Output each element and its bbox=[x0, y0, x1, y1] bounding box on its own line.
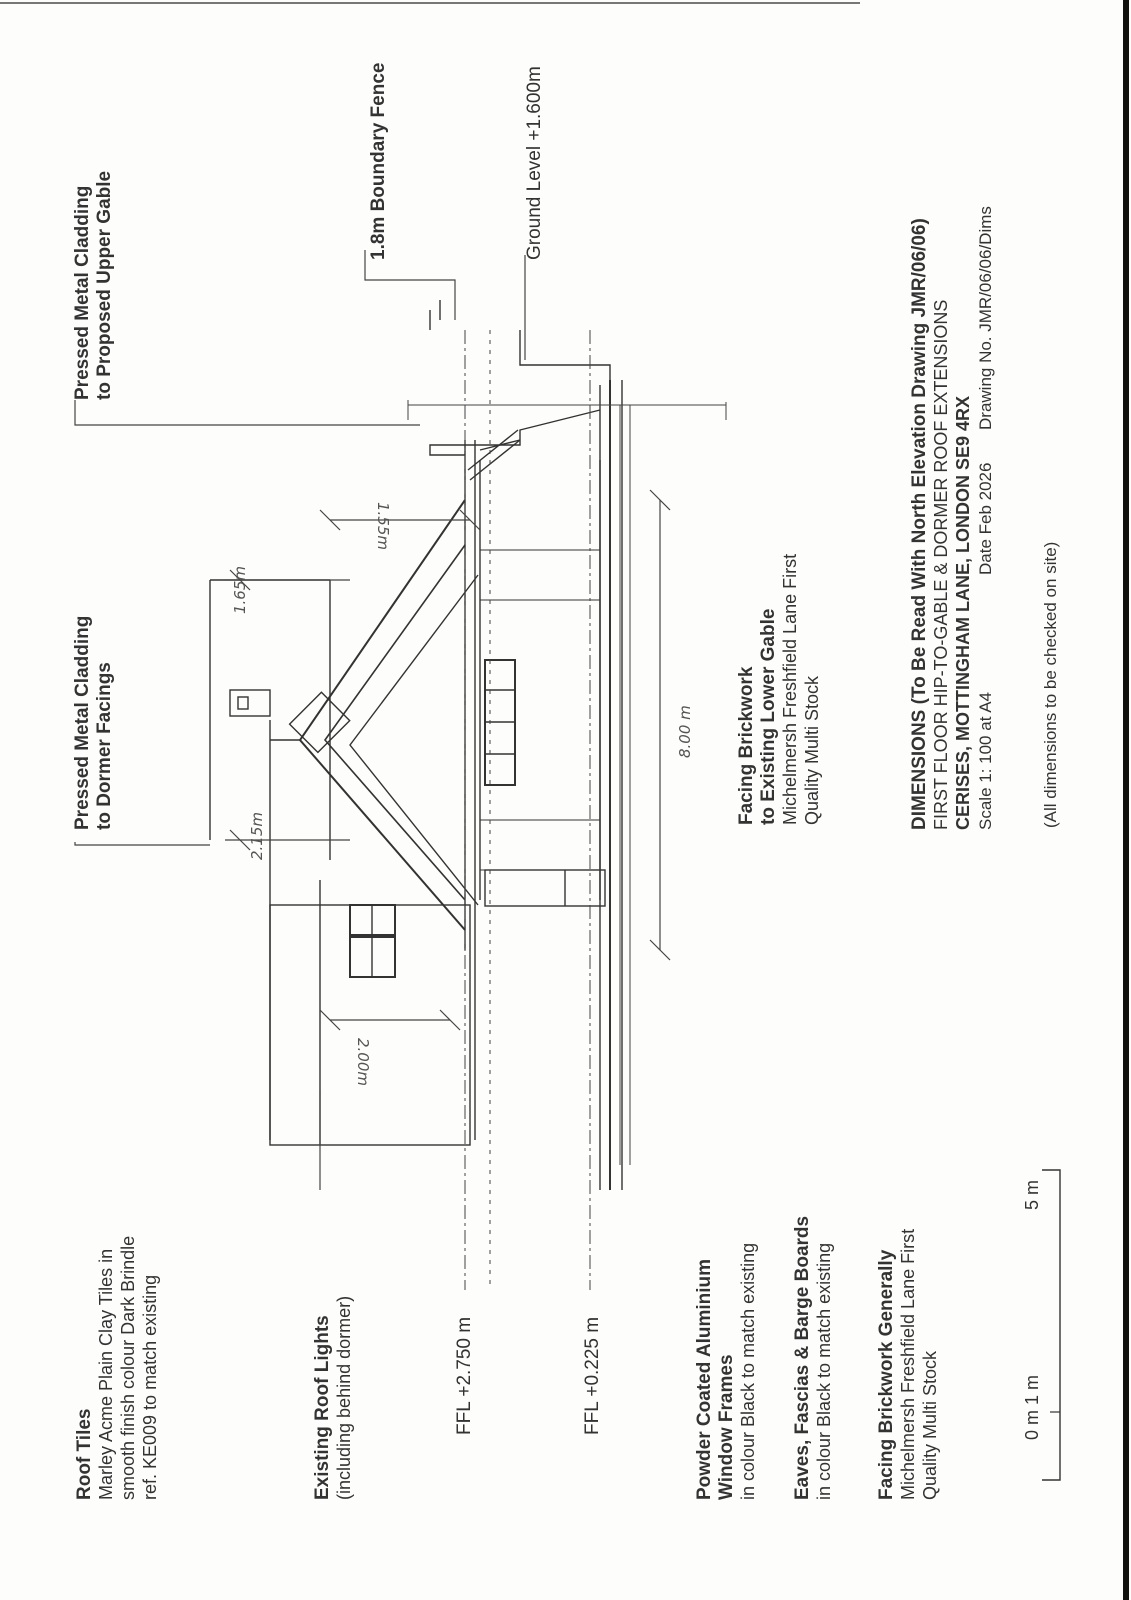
eaves-line: in colour Black to match existing bbox=[814, 1242, 834, 1500]
title-scale: Scale 1: 100 at A4 bbox=[976, 692, 995, 830]
scale-bar-0m: 0 m 1 m bbox=[1022, 1374, 1042, 1440]
roof-lights-heading: Existing Roof Lights bbox=[312, 1315, 333, 1500]
title-project: FIRST FLOOR HIP-TO-GABLE & DORMER ROOF EXTENSIONS bbox=[931, 299, 951, 830]
facing-brick-general-heading: Facing Brickwork Generally bbox=[876, 1249, 897, 1500]
window-frames-note bbox=[694, 1243, 758, 1500]
roof-tiles-note bbox=[74, 1236, 160, 1500]
dormer-cladding-note bbox=[72, 616, 115, 830]
window-frames-heading-1: Powder Coated Aluminium bbox=[694, 1258, 715, 1500]
dimension-1-55: 1.55m bbox=[374, 502, 392, 551]
title-address: CERISES, MOTTINGHAM LANE, LONDON SE9 4RX bbox=[953, 395, 973, 830]
ground-level-label: Ground Level +1.600m bbox=[524, 66, 545, 260]
building-elevation bbox=[210, 300, 622, 1190]
title-dimensions: DIMENSIONS (To Be Read With North Elevation Drawing JMR/06/06) bbox=[909, 218, 930, 830]
window-frames-heading-2: Window Frames bbox=[716, 1354, 737, 1500]
upper-gable-cladding-line-2: to Proposed Upper Gable bbox=[94, 170, 115, 400]
roof-tiles-line-2: smooth finish colour Dark Brindle bbox=[118, 1235, 138, 1500]
eaves-note bbox=[792, 1216, 834, 1500]
dormer-cladding-line-1: Pressed Metal Cladding bbox=[72, 615, 93, 830]
title-date: Date Feb 2026 bbox=[976, 462, 995, 575]
facing-brick-general-line-2: Quality Multi Stock bbox=[920, 1350, 940, 1500]
upper-gable-cladding-line-1: Pressed Metal Cladding bbox=[72, 185, 93, 400]
eaves-heading: Eaves, Fascias & Barge Boards bbox=[792, 1215, 813, 1500]
leader-lines bbox=[75, 250, 525, 1190]
ffl-lower-label: FFL +0.225 m bbox=[582, 1316, 603, 1435]
roof-tiles-heading: Roof Tiles bbox=[74, 1408, 95, 1500]
roof-lights-note bbox=[312, 1296, 354, 1500]
lower-gable-brick-note bbox=[736, 554, 822, 825]
level-lines bbox=[408, 330, 726, 1290]
dimension-lines bbox=[225, 490, 670, 1030]
facing-brick-general-line-1: Michelmersh Freshfield Lane First bbox=[898, 1228, 918, 1500]
upper-gable-cladding-note bbox=[72, 171, 115, 400]
facing-brick-general-note bbox=[876, 1229, 940, 1500]
roof-tiles-line-3: ref. KE009 to match existing bbox=[140, 1274, 160, 1500]
lower-gable-brick-line-2: Quality Multi Stock bbox=[802, 675, 822, 825]
dimension-1-65: 1.65m bbox=[231, 565, 249, 614]
lower-gable-brick-heading-2: to Existing Lower Gable bbox=[758, 608, 779, 825]
lower-gable-brick-heading-1: Facing Brickwork bbox=[736, 666, 757, 825]
window-frames-line: in colour Black to match existing bbox=[738, 1242, 758, 1500]
roof-lights-sub: (including behind dormer) bbox=[334, 1295, 354, 1500]
roof-tiles-line-1: Marley Acme Plain Clay Tiles in bbox=[96, 1248, 116, 1500]
lower-gable-brick-line-1: Michelmersh Freshfield Lane First bbox=[780, 553, 800, 825]
title-drawing-no: Drawing No. JMR/06/06/Dims bbox=[976, 206, 995, 430]
dimension-2-00: 2.00m bbox=[354, 1038, 372, 1087]
dimension-8-00: 8.00 m bbox=[676, 705, 694, 758]
title-block bbox=[909, 206, 995, 830]
scale-bar bbox=[1022, 1170, 1060, 1480]
site-check-note: (All dimensions to be checked on site) bbox=[1041, 541, 1060, 828]
dimension-2-15: 2.15m bbox=[248, 811, 266, 860]
ffl-upper-label: FFL +2.750 m bbox=[454, 1316, 475, 1435]
dormer-cladding-line-2: to Dormer Facings bbox=[94, 662, 115, 830]
scale-bar-5m: 5 m bbox=[1022, 1179, 1042, 1210]
boundary-fence-label: 1.8m Boundary Fence bbox=[368, 62, 389, 260]
